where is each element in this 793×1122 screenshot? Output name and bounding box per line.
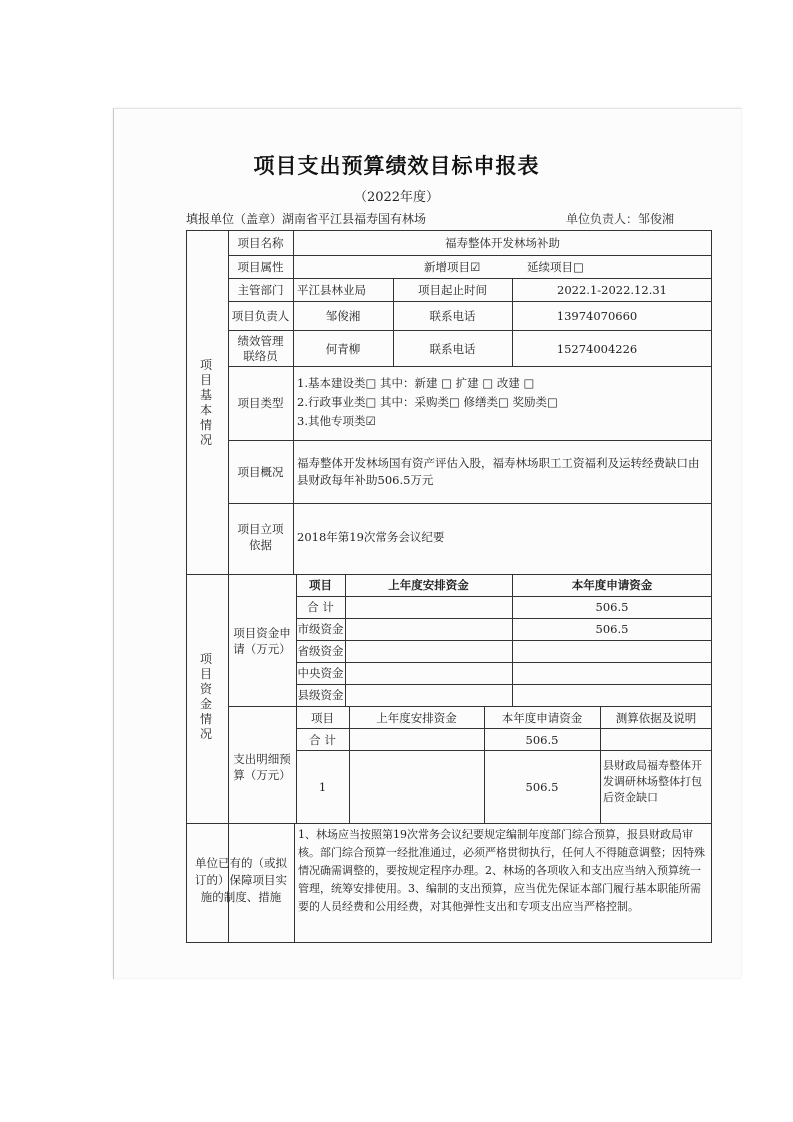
fill-unit: 填报单位（盖章）湖南省平江县福寿国有林场 (186, 212, 427, 226)
row-line (296, 618, 712, 619)
period-value: 2022.1-2022.12.31 (557, 283, 667, 297)
period-label: 项目起止时间 (418, 283, 487, 297)
label-divider (293, 230, 294, 574)
apply-row-name: 中央资金 (297, 666, 344, 680)
row-line (228, 503, 712, 504)
apply-label-line2: 请（万元） (233, 642, 291, 656)
row-line (228, 278, 712, 279)
detail-header-note: 测算依据及说明 (615, 711, 697, 725)
project-type-label: 项目类型 (237, 396, 284, 410)
row-line (228, 255, 712, 256)
contact-value: 何青柳 (325, 342, 361, 356)
row-line (228, 366, 712, 367)
funds-section-label: 项目资金情况 (199, 652, 212, 741)
system-label: 单位已有的（或拟订的）保障项目实施的制度、措施 (195, 856, 287, 904)
apply-header-curr: 本年度申请资金 (571, 578, 653, 592)
row-line (228, 440, 712, 441)
row-line (296, 662, 712, 663)
apply-row-name: 合 计 (307, 600, 334, 614)
overview-label: 项目概况 (237, 465, 284, 479)
apply-header-item: 项目 (309, 578, 332, 592)
contact-phone-label: 联系电话 (429, 342, 476, 356)
contact-label-line2: 联络员 (243, 349, 278, 363)
detail-label-line2: 算（万元） (233, 768, 291, 782)
detail-label-line1: 支出明细预 (233, 752, 291, 766)
leader-phone: 13974070660 (556, 309, 638, 323)
apply-header-prev: 上年度安排资金 (388, 578, 469, 592)
contact-phone: 15274004226 (556, 342, 638, 356)
page-subtitle: （2022年度） (353, 190, 440, 205)
apply-row-curr: 506.5 (595, 600, 629, 614)
row-line (296, 596, 712, 597)
project-attr-new: 新增项目☑ (424, 260, 481, 274)
apply-row-name: 市级资金 (297, 622, 344, 636)
apply-row-curr: 506.5 (595, 622, 629, 636)
dept-label: 主管部门 (237, 283, 284, 297)
project-name-label: 项目名称 (237, 236, 284, 250)
row-line (296, 684, 712, 685)
section-line (186, 823, 712, 824)
subsection-line (228, 706, 712, 707)
detail-header-curr: 本年度申请资金 (501, 711, 583, 725)
project-type-line1: 1.基本建设类□ 其中：新建 □ 扩建 □ 改建 □ (297, 376, 535, 390)
leader-label: 项目负责人 (231, 309, 290, 323)
section-line (186, 574, 712, 575)
project-type-line3: 3.其他专项类☑ (297, 414, 376, 428)
detail-header-item: 项目 (311, 711, 334, 725)
basis-text: 2018年第19次常务会议纪要 (297, 530, 445, 544)
page-title: 项目支出预算绩效目标申报表 (253, 153, 540, 178)
apply-row-name: 省级资金 (297, 644, 344, 658)
unit-head: 单位负责人：邹俊湘 (566, 212, 675, 226)
detail-row-curr: 506.5 (525, 780, 559, 794)
dept-value: 平江县林业局 (297, 283, 366, 297)
overview-text: 福寿整体开发林场国有资产评估入股，福寿林场职工工资福利及运转经费缺口由县财政每年补助506.5万元 (297, 456, 700, 487)
row-line (228, 330, 712, 331)
contact-label-line1: 绩效管理 (237, 334, 284, 348)
row-line (228, 301, 712, 302)
detail-header-prev: 上年度安排资金 (376, 711, 457, 725)
basic-section-label: 项目基本情况 (199, 358, 212, 447)
system-divider (294, 823, 295, 943)
project-attr-continue: 延续项目□ (527, 260, 584, 274)
row-line (296, 750, 712, 751)
apply-label-line1: 项目资金申 (233, 626, 291, 640)
leader-phone-label: 联系电话 (429, 309, 476, 323)
basis-label-line1: 项目立项 (237, 522, 284, 536)
detail-row-note: 县财政局福寿整体开发调研林场整体打包后资金缺口 (603, 759, 702, 804)
row-line (296, 728, 712, 729)
leader-value: 邹俊湘 (325, 309, 361, 323)
project-attr-label: 项目属性 (237, 260, 284, 274)
apply-row-name: 县级资金 (297, 688, 344, 702)
basis-label-line2: 依据 (249, 538, 272, 552)
project-name-value: 福寿整体开发林场补助 (445, 236, 560, 250)
detail-total-label: 合 计 (309, 733, 336, 747)
system-text: 1、林场应当按照第19次常务会议纪要规定编制年度部门综合预算，报县财政局审核。部门综合预算一经批准通过，必须严格贯彻执行，任何人不得随意调整；因特殊情况确需调整的，要按规定程序办理。2、林场的各项收入和支出应当纳入预算统一管理，统筹安排使用。3、编制的支出预算，应当优先保证本部门履行基本职能所需要的人员经费和公用经费，对其他弹性支出和专项支出应当严格控制。 (298, 828, 705, 913)
project-type-line2: 2.行政事业类□ 其中：采购类□ 修缮类□ 奖励类□ (297, 395, 558, 409)
detail-total-curr: 506.5 (525, 733, 559, 747)
detail-row-name: 1 (318, 780, 327, 794)
row-line (296, 640, 712, 641)
